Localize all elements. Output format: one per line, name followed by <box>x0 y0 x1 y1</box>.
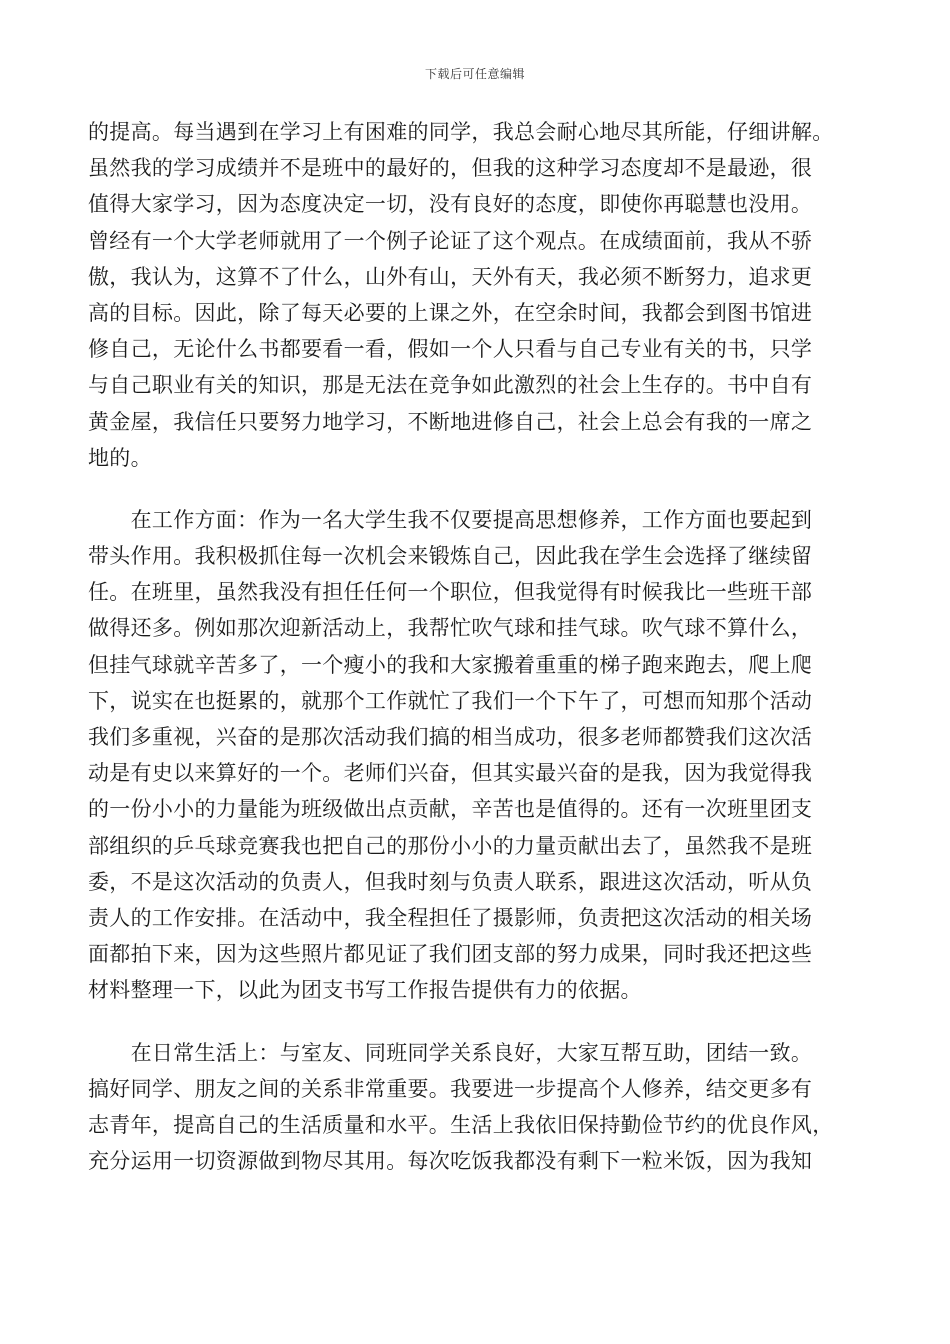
text-line: 地的。 <box>88 445 152 470</box>
text-line: 搞好同学、朋友之间的关系非常重要。我要进一步提高个人修养，结交更多有 <box>88 1076 813 1101</box>
text-line: 下，说实在也挺累的，就那个工作就忙了我们一个下午了，可想而知那个活动 <box>88 688 813 713</box>
text-line: 在工作方面：作为一名大学生我不仅要提高思想修养，工作方面也要起到 <box>88 507 813 532</box>
text-line: 在日常生活上：与室友、同班同学关系良好，大家互帮互助，团结一致。 <box>88 1040 813 1065</box>
text-line: 曾经有一个大学老师就用了一个例子论证了这个观点。在成绩面前，我从不骄 <box>88 228 813 253</box>
document-body <box>88 114 858 1179</box>
text-line: 责人的工作安排。在活动中，我全程担任了摄影师，负责把这次活动的相关场 <box>88 905 813 930</box>
paragraph-daily-life <box>88 1035 858 1180</box>
text-line: 带头作用。我积极抓住每一次机会来锻炼自己，因此我在学生会选择了继续留 <box>88 544 813 569</box>
text-line: 动是有史以来算好的一个。老师们兴奋，但其实最兴奋的是我，因为我觉得我 <box>88 761 813 786</box>
text-line: 做得还多。例如那次迎新活动上，我帮忙吹气球和挂气球。吹气球不算什么， <box>88 616 813 641</box>
text-line: 但挂气球就辛苦多了，一个瘦小的我和大家搬着重重的梯子跑来跑去，爬上爬 <box>88 652 813 677</box>
text-line: 高的目标。因此，除了每天必要的上课之外，在空余时间，我都会到图书馆进 <box>88 300 813 325</box>
paragraph-spacer <box>88 476 858 502</box>
text-line: 值得大家学习，因为态度决定一切，没有良好的态度，即使你再聪慧也没用。 <box>88 192 813 217</box>
text-line: 的提高。每当遇到在学习上有困难的同学，我总会耐心地尽其所能，仔细讲解。 <box>88 120 834 144</box>
text-line: 志青年，提高自己的生活质量和水平。生活上我依旧保持勤俭节约的优良作风， <box>88 1112 834 1137</box>
text-line: 委，不是这次活动的负责人，但我时刻与负责人联系，跟进这次活动，听从负 <box>88 869 813 894</box>
text-line: 黄金屋，我信任只要努力地学习，不断地进修自己，社会上总会有我的一席之 <box>88 409 813 434</box>
text-line: 修自己，无论什么书都要看一看，假如一个人只看与自己专业有关的书，只学 <box>88 337 813 362</box>
text-line: 我们多重视，兴奋的是那次活动我们搞的相当成功，很多老师都赞我们这次活 <box>88 725 813 749</box>
text-line: 虽然我的学习成绩并不是班中的最好的，但我的这种学习态度却不是最逊，很 <box>88 156 813 181</box>
text-line: 与自己职业有关的知识，那是无法在竞争如此激烈的社会上生存的。书中自有 <box>88 373 813 398</box>
paragraph-study <box>88 114 858 476</box>
text-line: 材料整理一下，以此为团支书写工作报告提供有力的依据。 <box>88 978 642 1003</box>
page-header-note: 下载后可任意编辑 <box>424 67 525 81</box>
text-line: 的一份小小的力量能为班级做出点贡献，辛苦也是值得的。还有一次班里团支 <box>88 797 813 822</box>
paragraph-work <box>88 502 858 1009</box>
paragraph-spacer <box>88 1009 858 1035</box>
text-line: 任。在班里，虽然我没有担任任何一个职位，但我觉得有时候我比一些班干部 <box>88 580 813 605</box>
text-line: 傲，我认为，这算不了什么，山外有山，天外有天，我必须不断努力，追求更 <box>88 264 813 289</box>
text-line: 面都拍下来，因为这些照片都见证了我们团支部的努力成果，同时我还把这些 <box>88 942 813 967</box>
text-line: 部组织的乒乓球竞赛我也把自己的那份小小的力量贡献出去了，虽然我不是班 <box>88 833 813 858</box>
text-line: 充分运用一切资源做到物尽其用。每次吃饭我都没有剩下一粒米饭，因为我知 <box>88 1149 813 1174</box>
